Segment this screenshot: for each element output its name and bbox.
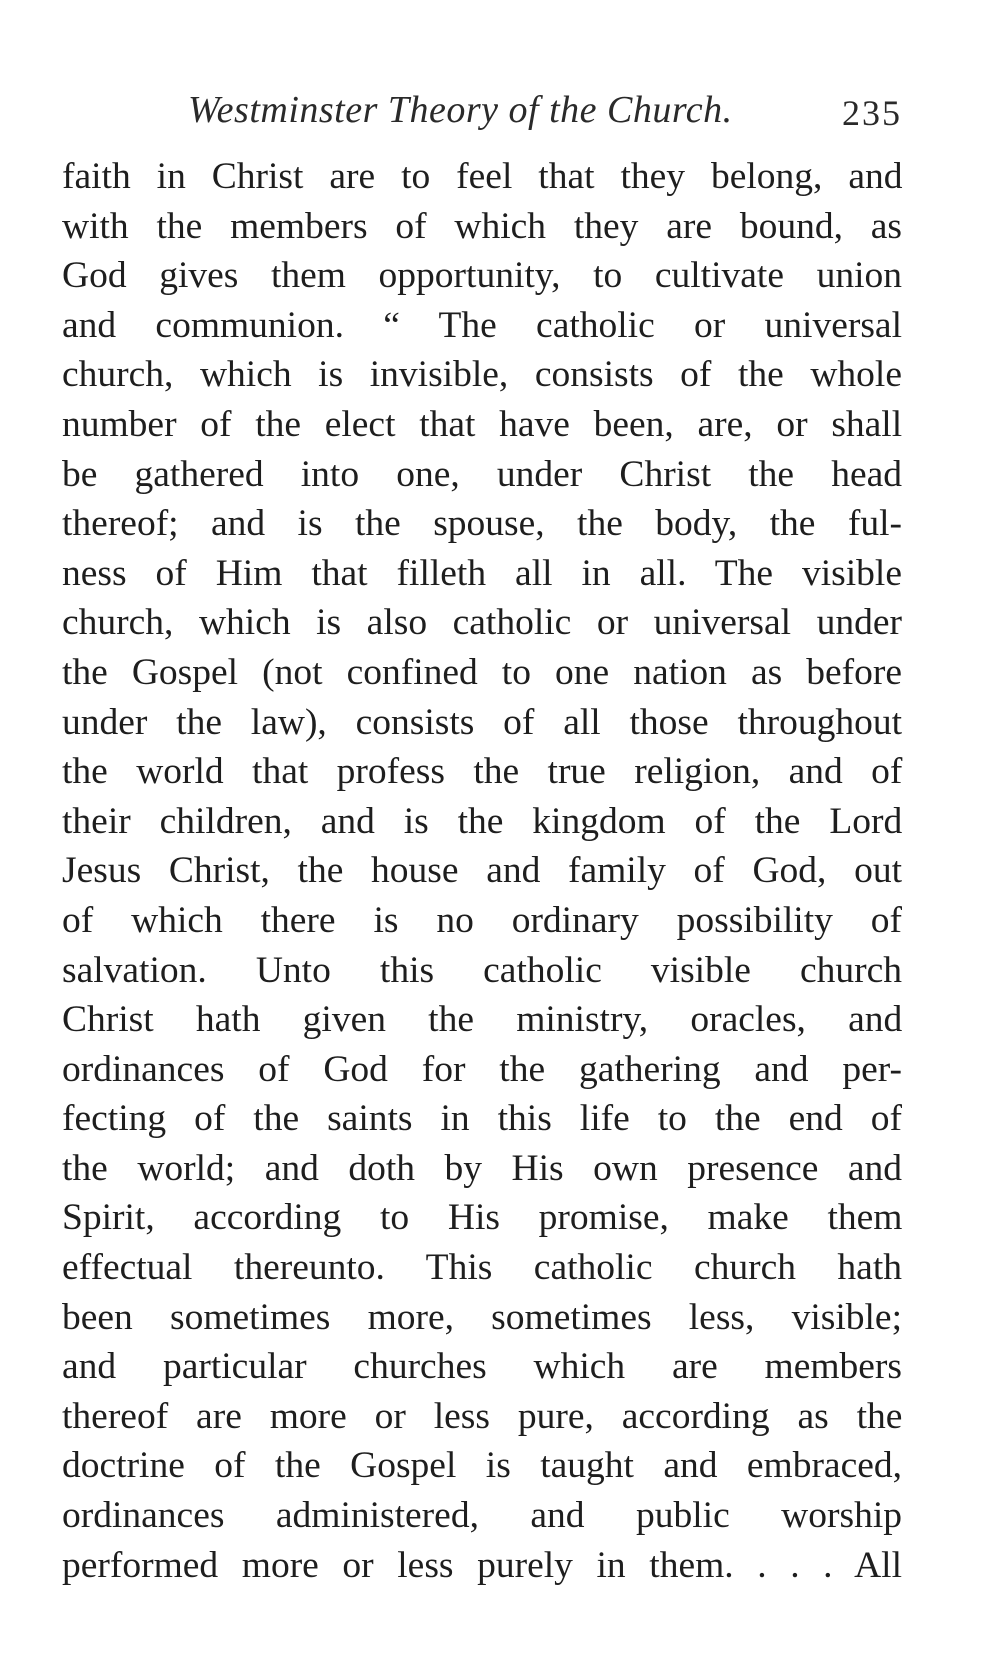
- text-line: church, which is also catholic or universal under: [62, 602, 902, 644]
- text-line: Spirit, according to His promise, make them: [62, 1197, 903, 1239]
- text-line: their children, and is the kingdom of the Lord: [62, 800, 903, 842]
- text-line: the world; and doth by His own presence and: [62, 1147, 903, 1189]
- text-line: of which there is no ordinary possibility of: [62, 899, 902, 941]
- text-line: ordinances administered, and public worship: [62, 1495, 902, 1537]
- text-line: effectual thereunto. This catholic church hath: [62, 1247, 902, 1289]
- text-line: the world that profess the true religion, and of: [62, 751, 903, 793]
- running-head: [62, 88, 902, 132]
- running-title: Westminster Theory of the Church.: [188, 89, 733, 131]
- text-line: under the law), consists of all those throughout: [62, 701, 903, 743]
- text-line: ness of Him that filleth all in all. The visible: [62, 552, 902, 594]
- text-line: fecting of the saints in this life to the end of: [62, 1098, 903, 1140]
- text-line: with the members of which they are bound, as: [62, 205, 902, 247]
- text-line: salvation. Unto this catholic visible church: [62, 949, 902, 991]
- text-line: and particular churches which are members: [62, 1346, 902, 1388]
- text-line: the Gospel (not confined to one nation as before: [62, 651, 902, 693]
- text-line: and communion. “ The catholic or universal: [62, 304, 902, 346]
- text-line: number of the elect that have been, are, or shall: [62, 403, 903, 445]
- text-line: church, which is invisible, consists of the whole: [62, 354, 902, 396]
- text-line: ordinances of God for the gathering and per-: [62, 1048, 902, 1090]
- text-line: performed more or less purely in them. . . . All: [62, 1544, 902, 1586]
- text-line: been sometimes more, sometimes less, visible;: [62, 1296, 902, 1338]
- text-line: Jesus Christ, the house and family of God, out: [62, 850, 902, 892]
- text-line: faith in Christ are to feel that they belong, and: [62, 156, 903, 197]
- text-line: be gathered into one, under Christ the head: [62, 453, 902, 495]
- text-line: thereof; and is the spouse, the body, the ful-: [62, 503, 902, 545]
- text-line: God gives them opportunity, to cultivate union: [62, 255, 902, 297]
- text-line: doctrine of the Gospel is taught and embraced,: [62, 1445, 902, 1487]
- body-text: [62, 152, 902, 1590]
- text-line: thereof are more or less pure, according as the: [62, 1395, 903, 1437]
- page-number: 235: [842, 93, 902, 133]
- text-line: Christ hath given the ministry, oracles, and: [62, 999, 903, 1041]
